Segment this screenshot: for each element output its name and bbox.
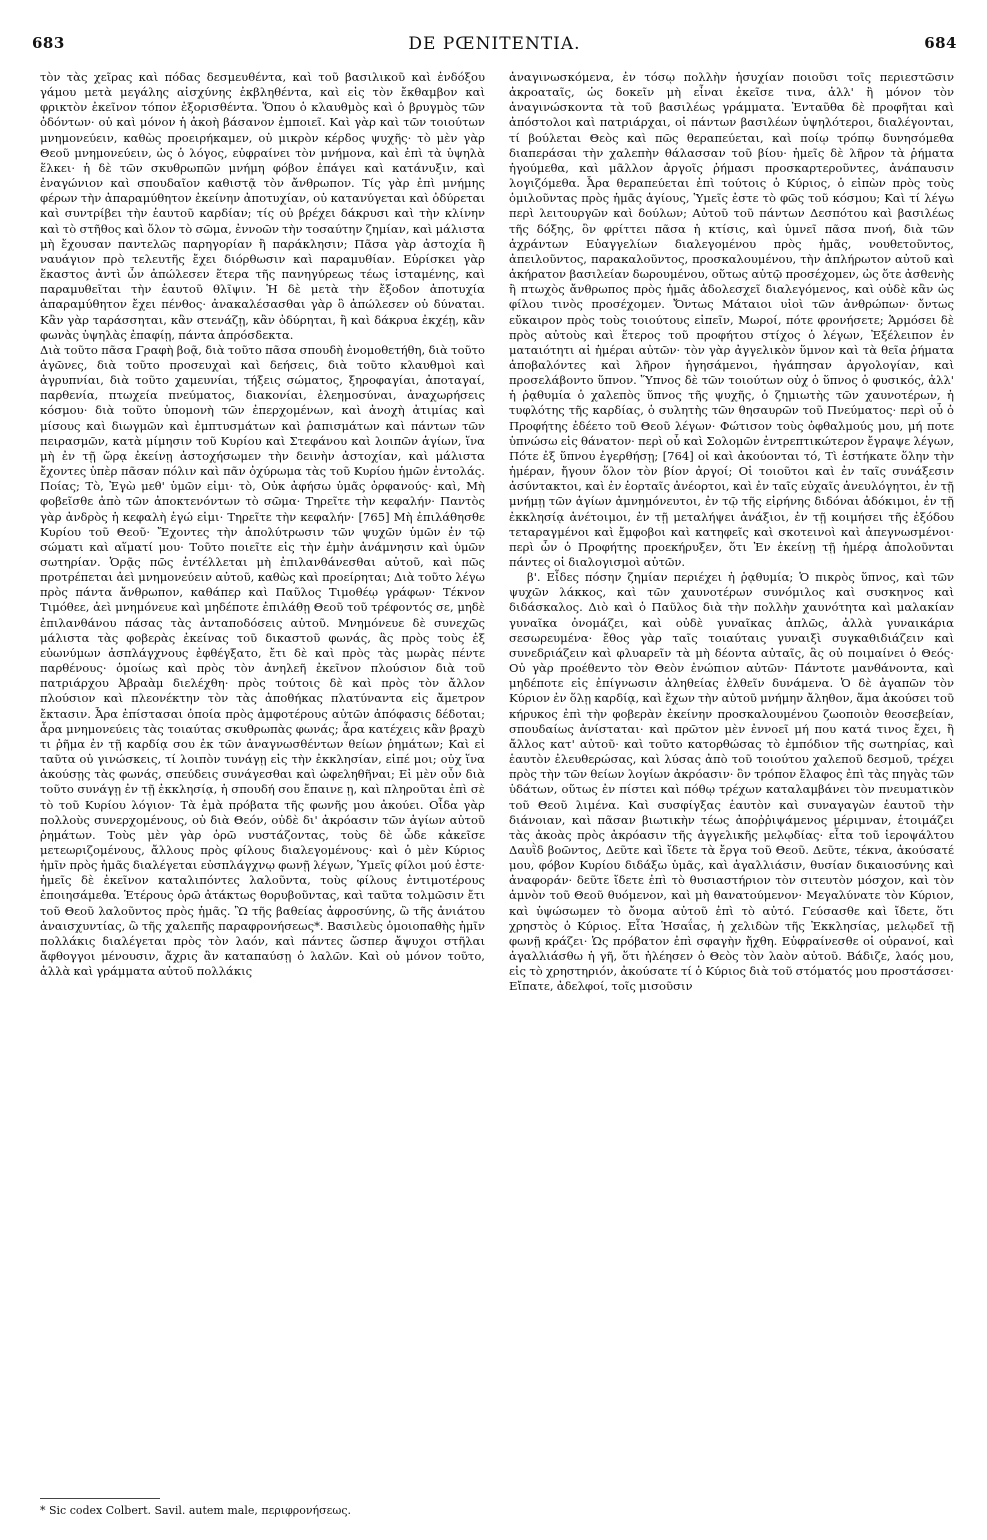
left-paragraph-1: τὸν τὰς χεῖρας καὶ πόδας δεσμευθέντα, καὶ τοῦ βασιλικοῦ καὶ ἐνδόξου γάμου μετὰ μεγάλης αἰσχύνης ἐκβληθέντα, καὶ εἰς τὸν ἔκθαμβον καὶ φρικτὸν ἐκεῖνον τόπον ἐξορισθέντα. Ὅπου ὁ κλαυθμὸς καὶ ὁ βρυγμὸς τῶν ὀδόντων· οὐ καὶ μόνον ἡ ἀκοὴ βάσανον ἐμποιεῖ. Καὶ γὰρ καὶ τῶν τοιούτων μνημονεύειν, καθὼς προειρήκαμεν, οὐ μικρὸν κέρδος ψυχῆς· τὸ μὲν γὰρ Θεοῦ μνημονεύειν, ὡς ὁ λόγος, εὐφραίνει τὸν μνήμονα, καὶ ἐπὶ τὰ ὑψηλὰ ἕλκει· ἡ δὲ τῶν σκυθρωπῶν μνήμη φόβον ἐπάγει καὶ κατάνυξιν, καὶ ἐναγώνιον καὶ σπουδαῖον καθιστᾷ τὸν ἄνθρωπον. Τίς γὰρ ἐπὶ μνήμης φέρων τὴν ἀπαραμύθητον ἐκείνην ἀποτυχίαν, οὐ κατανύγεται καὶ ὀδύρεται καὶ συντρίβει τὴν ἑαυτοῦ καρδίαν; τίς οὐ βρέχει δάκρυσι καὶ τὴν κλίνην καὶ τὸ στῆθος καὶ ὅλον τὸ σῶμα, ἐννοῶν τὴν τοσαύτην ζημίαν, καὶ μάλιστα μὴ ἔχουσαν παντελῶς παρηγορίαν ἢ παράκλησιν; Πᾶσα γὰρ ἀστοχία ἢ ναυάγιον πρὸ τελευτῆς ἔχει διόρθωσιν καὶ παραμυθίαν. Εὑρίσκει γὰρ ἕκαστος ἀντὶ ὧν ἀπώλεσεν ἕτερα τῆς πανηγύρεως τέως ἱσταμένης, καὶ παραμυθεῖται τὴν ἑαυτοῦ θλῖψιν. Ἡ δὲ μετὰ τὴν ἔξοδον ἀποτυχία ἀπαραμύθητον ἔχει πένθος· ἀνακαλέσασθαι γὰρ ὃ ἀπώλεσεν οὐ δύναται. Κἂν γὰρ ταράσσηται, κἂν στενάζῃ, κἂν ὀδύρηται, ἢ καὶ δάκρυα ἐκχέῃ, κἂν φωνὰς ὑψηλὰς ἐπαφίῃ, πάντα ἀπρόσδεκτα. — [40, 70, 485, 342]
right-paragraph-1: ἀναγινωσκόμενα, ἐν τόσῳ πολλὴν ἡσυχίαν ποιοῦσι τοῖς περιεστῶσιν ἀκροαταῖς, ὡς δοκεῖν μὴ εἶναι ἐκεῖσε τινα, ἀλλ' ἢ μόνον τὸν ἀναγινώσκοντα τὰ τοῦ βασιλέως γράμματα. Ἐνταῦθα δὲ προφῆται καὶ ἀπόστολοι καὶ πατριάρχαι, οἱ πάντων βασιλέων ὑψηλότεροι, διαλέγονται, τί βούλεται Θεὸς καὶ πῶς θεραπεύεται, καὶ ποίῳ τρόπῳ δυνησόμεθα διαπεράσαι τὴν χαλεπὴν θάλασσαν τοῦ βίου· ἡμεῖς δὲ λῆρον τὰ ῥήματα ἡγούμεθα, καὶ μᾶλλον ἀργοῖς ῥήμασι προσκαρτεροῦντες, ἀνάπαυσιν λογιζόμεθα. Ἆρα θεραπεύεται ἐπὶ τούτοις ὁ Κύριος, ὁ εἰπὼν πρὸς τοὺς ὁμιλοῦντας πρὸς ἡμᾶς ἁγίους, Ὑμεῖς ἐστε τὸ φῶς τοῦ κόσμου; Καὶ τί λέγω περὶ λειτουργῶν καὶ δούλων; Αὐτοῦ τοῦ πάντων Δεσπότου καὶ βασιλέως τῆς δόξης, ὃν φρίττει πᾶσα ἡ κτίσις, καὶ ὑμνεῖ πᾶσα πνοή, διὰ τῶν ἀχράντων Εὐαγγελίων διαλεγομένου πρὸς ἡμᾶς, νουθετοῦντος, ἀπειλοῦντος, παρακαλοῦντος, προσκαλουμένου, τὴν ἀπλήρωτον αὐτοῦ καὶ ἀκήρατον βασιλείαν δωρουμένου, οὕτως αὐτῷ προσέχομεν, ὡς ὅτε ἀσθενὴς ἢ πτωχὸς ἄνθρωπος πρὸς ἡμᾶς ἀδολεσχεῖ διαλεγόμενος, καὶ οὐδὲ κἂν ὡς φίλου τινὸς προσέχομεν. Ὄντως Μάταιοι υἱοὶ τῶν ἀνθρώπων· ὄντως εὔκαιρον πρὸς τοὺς τοιούτους εἰπεῖν, Μωροί, πότε φρονήσετε; Ἁρμόσει δὲ πρὸς αὐτοὺς καὶ ἕτερος τοῦ προφήτου στίχος ὁ λέγων, Ἐξέλειπον ἐν ματαιότητι αἱ ἡμέραι αὐτῶν· τὸν γὰρ ἀγγελικὸν ὕμνον καὶ τὰ θεῖα ῥήματα ἀποβαλόντες καὶ λῆρον ἡγησάμενοι, ἠγάπησαν ἀργολογίαν, καὶ προσελάβοντο ὕπνον. Ὕπνος δὲ τῶν τοιούτων οὐχ ὁ ὕπνος ὁ φυσικός, ἀλλ' ἡ ῥᾳθυμία ὁ χαλεπὸς ὕπνος τῆς ψυχῆς, ὁ ζημιωτὴς τῶν χαυνοτέρων, ἡ τυφλότης τῆς καρδίας, ὁ συλητὴς τῶν θησαυρῶν τοῦ Πνεύματος· περὶ οὗ ὁ Προφήτης ἐδέετο τοῦ Θεοῦ λέγων· Φώτισον τοὺς ὀφθαλμούς μου, μή ποτε ὑπνώσω εἰς θάνατον· περὶ οὗ καὶ Σολομῶν ἐντρεπτικώτερον ἔγραψε λέγων, Πότε ἐξ ὕπνου ἐγερθήσῃ; [764] οἱ καὶ ἀκούονται τό, Τὶ ἑστήκατε ὅλην τὴν ἡμέραν, ἤγουν ὅλον τὸν βίον ἀργοί; Οἱ τοιοῦτοι καὶ ἐν ταῖς συνάξεσιν ἀσύντακτοι, καὶ ἐν ἑορταῖς ἀνέορτοι, καὶ ἐν ταῖς εὐχαῖς ἀνευλόγητοι, ἐν τῇ μνήμῃ τῶν ἁγίων ἀμνημόνευτοι, ἐν τῷ τῆς εἰρήνης διδόναι ἀδόκιμοι, ἐν τῇ ἐκκλησίᾳ ἀνέτοιμοι, ἐν τῇ μεταλήψει ἀνάξιοι, ἐν τῇ κοιμήσει τῆς ἐξόδου τεταραγμένοι καὶ ἔμφοβοι καὶ κατηφεῖς καὶ σκοτεινοὶ καὶ ἀπεγνωσμένοι· περὶ ὧν ὁ Προφήτης προεκήρυξεν, ὅτι Ἐν ἐκείνῃ τῇ ἡμέρᾳ ἀπολοῦνται πάντες οἱ διαλογισμοὶ αὐτῶν. — [509, 70, 954, 569]
page-header — [32, 34, 957, 56]
page-number-left: 683 — [32, 34, 65, 52]
right-paragraph-2: β'. Εἶδες πόσην ζημίαν περιέχει ἡ ῥᾳθυμία; Ὁ πικρὸς ὕπνος, καὶ τῶν ψυχῶν λάκκος, καὶ τῶν χαυνοτέρων συνόμιλος καὶ συσκηνος καὶ διδάσκαλος. Διὸ καὶ ὁ Παῦλος διὰ τὴν πολλὴν χαυνότητα καὶ μαλακίαν γυναῖκα ὀνομάζει, καὶ οὐδὲ γυναῖκας ἁπλῶς, ἀλλὰ γυναικάρια σεσωρευμένα· ἔθος γὰρ ταῖς τοιαύταις γυναιξὶ συγκαθιδιάζειν καὶ συνεδριάζειν καὶ φλυαρεῖν τὰ μὴ δέοντα αὐταῖς, ἃς οὐ ποιμαίνει ὁ Θεός· Οὐ γὰρ προέθεντο τὸν Θεὸν ἐνώπιον αὐτῶν· Πάντοτε μανθάνοντα, καὶ μηδέποτε εἰς ἐπίγνωσιν ἀληθείας ἐλθεῖν δυνάμενα. Ὁ δὲ ἀγαπῶν τὸν Κύριον ἐν ὅλῃ καρδίᾳ, καὶ ἔχων τὴν αὐτοῦ μνήμην ἄληθον, ἅμα ἀκούσει τοῦ κήρυκος ἐπὶ τὴν φοβερὰν ἐκείνην προσκαλουμένου ζωοποιὸν θεοσεβείαν, σπουδαίως ἀνίσταται· καὶ πρῶτον μὲν ἐννοεῖ μή που κατά τινος ἔχει, ἢ ἄλλος κατ' αὐτοῦ· καὶ τοῦτο κατορθώσας τὸ ἐμπόδιον τῆς σωτηρίας, καὶ ἑαυτὸν ἐλευθερώσας, καὶ λύσας ἀπὸ τοῦ τοιούτου χαλεποῦ δεσμοῦ, τρέχει πρὸς τὴν τῶν θείων λογίων ἀκρόασιν· ὃν τρόπον ἔλαφος ἐπὶ τὰς πηγὰς τῶν ὑδάτων, οὕτως ἐν πίστει καὶ πόθῳ τρέχων καταλαμβάνει τὸν πνευματικὸν τοῦ Θεοῦ λιμένα. Καὶ συσφίγξας ἑαυτὸν καὶ συναγαγὼν ἑαυτοῦ τὴν διάνοιαν, καὶ πᾶσαν βιωτικὴν τέως ἀποῤῥιψάμενος μέριμναν, ἑτοιμάζει τὰς ἀκοὰς πρὸς ἀκρόασιν τῆς ἀγγελικῆς μελῳδίας· εἶτα τοῦ ἱεροψάλτου Δαυῒδ βοῶντος, Δεῦτε καὶ ἴδετε τὰ ἔργα τοῦ Θεοῦ. Δεῦτε, τέκνα, ἀκούσατέ μου, φόβον Κυρίου διδάξω ὑμᾶς, καὶ ἀγαλλιάσιν, θυσίαν δικαιοσύνης καὶ ἀναφοράν· δεῦτε ἴδετε ἐπὶ τὸ θυσιαστήριον τὸν σιτευτὸν μόσχον, καὶ τὸν ἀμνὸν τοῦ Θεοῦ θυόμενον, καὶ μὴ θανατούμενον· Μεγαλύνατε τὸν Κύριον, καὶ ὑψώσωμεν τὸ ὄνομα αὐτοῦ ἐπὶ τὸ αὐτό. Γεύσασθε καὶ ἴδετε, ὅτι χρηστὸς ὁ Κύριος. Εἶτα Ἡσαΐας, ἡ χελιδὼν τῆς Ἐκκλησίας, μελῳδεῖ τῇ φωνῇ κράζει· Ὡς πρόβατον ἐπὶ σφαγὴν ἤχθη. Εὐφραίνεσθε οἱ οὐρανοί, καὶ ἀγαλλιάσθω ἡ γῆ, ὅτι ἠλέησεν ὁ Θεὸς τὸν λαὸν αὐτοῦ. Βάδιζε, λαός μου, εἰς τὸ χρηστηριόν, ἀκούσατε τί ὁ Κύριος διὰ τοῦ στόματός μου προστάσσει· Εἴπατε, ἀδελφοί, τοῖς μισοῦσιν — [509, 570, 954, 994]
footnote-rule — [40, 1498, 160, 1499]
right-column — [509, 70, 954, 1526]
left-paragraph-2: Διὰ τοῦτο πᾶσα Γραφὴ βοᾷ, διὰ τοῦτο πᾶσα σπουδὴ ἐνομοθετήθη, διὰ τοῦτο ἀγῶνες, διὰ τοῦτο προσευχαὶ καὶ δεήσεις, διὰ τοῦτο κλαυθμοὶ καὶ ἀγρυπνίαι, διὰ τοῦτο χαμευνίαι, τήξεις σώματος, ξηροφαγίαι, ἀποταγαί, παρθενία, πτωχεία πνεύματος, διακονίαι, ἐλεημοσύναι, ἀναχωρήσεις κόσμου· διὰ τοῦτο ὑπομονὴ τῶν ἐπερχομένων, καὶ ἀνοχὴ ἀτιμίας καὶ μίσους καὶ διωγμῶν καὶ ἐμπτυσμάτων καὶ ῥαπισμάτων καὶ πάντων τῶν πειρασμῶν, κατὰ μίμησιν τοῦ Κυρίου καὶ Στεφάνου καὶ λοιπῶν ἁγίων, ἵνα μὴ ἐν τῇ ὥρᾳ ἐκείνῃ ἀστοχήσωμεν τὴν δεινὴν ἀστοχίαν, καὶ μάλιστα ἔχοντες ὑπὲρ πᾶσαν πόλιν καὶ πᾶν ὀχύρωμα τὰς τοῦ Κυρίου ἡμῶν ἐντολάς. Ποίας; Τὸ, Ἐγὼ μεθ' ὑμῶν εἰμι· τὸ, Οὐκ ἀφήσω ὑμᾶς ὀρφανούς· καὶ, Μὴ φοβεῖσθε ἀπὸ τῶν ἀποκτενόντων τὸ σῶμα· Τηρεῖτε τὴν κεφαλήν· Παντὸς γὰρ ἀνδρὸς ἡ κεφαλὴ ἐγώ εἰμι· Τηρεῖτε τὴν κεφαλήν· [765] Μὴ ἐπιλάθησθε Κυρίου τοῦ Θεοῦ· Ἔχοντες τὴν ἀπολύτρωσιν τῶν ψυχῶν ὑμῶν ἐν τῷ σώματι καὶ αἵματί μου· Τοῦτο ποιεῖτε εἰς τὴν ἐμὴν ἀνάμνησιν καὶ ὑμῶν σωτηρίαν. Ὁρᾷς πῶς ἐντέλλεται μὴ ἐπιλανθάνεσθαι αὐτοῦ, καὶ πῶς προτρέπεται ἀεὶ μνημονεύειν αὐτοῦ, καθὼς καὶ προείρηται; Διὰ τοῦτο λέγω πρὸς πάντα ἄνθρωπον, καθάπερ καὶ Παῦλος Τιμοθέῳ γράφων· Τέκνον Τιμόθεε, ἀεὶ μνημόνευε καὶ μηδέποτε ἐπιλάθῃ Θεοῦ τοῦ τρέφοντός σε, μηδὲ ἐπιλανθάνου πάσας τὰς ἀνταποδόσεις αὐτοῦ. Μνημόνευε δὲ συνεχῶς μάλιστα τὰς φοβερὰς ἐκείνας τοῦ δικαστοῦ φωνάς, ἃς πρὸς τοὺς ἐξ εὐωνύμων ἀσπλάγχνους ἐφθέγξατο, ἔτι δὲ καὶ πρὸς τὰς μωρὰς πέντε παρθένους· ὁμοίως καὶ πρὸς τὸν ἀνηλεῆ ἐκεῖνον πλούσιον διὰ τοῦ πατριάρχου Ἀβραὰμ διελέχθη· πρὸς τούτοις δὲ καὶ πρὸς τὸν ἄλλον πλούσιον καὶ πλεονέκτην τὸν τὰς ἀποθήκας πλατύναντα εἰς ἄμετρον ἔκτασιν. Ἆρα ἐπίστασαι ὁποία πρὸς ἀμφοτέρους αὐτῶν ἀπόφασις δέδοται; ἆρα μνημονεύεις τὰς τοιαύτας σκυθρωπὰς φωνάς; ἆρα κατέχεις κἂν βραχὺ τι ῥῆμα ἐν τῇ καρδίᾳ σου ἐκ τῶν ἀναγνωσθέντων θείων ῥημάτων; Καὶ εἰ ταῦτα οὐ γινώσκεις, τί λοιπὸν τυνάγῃ εἰς τὴν ἐκκλησίαν, εἰπέ μοι; οὐχ ἵνα ἀκούσῃς τὰς φωνάς, σπεύδεις συνάγεσθαι καὶ ὠφεληθῆναι; Εἰ μὲν οὖν διὰ τοῦτο συνάγῃ ἐν τῇ ἐκκλησίᾳ, ἡ σπουδή σου ἔπαινε ῃ, καὶ πληροῦται ἐπὶ σὲ τὸ τοῦ Κυρίου λόγιον· Τὰ ἐμὰ πρόβατα τῆς φωνῆς μου ἀκούει. Οἶδα γὰρ πολλοὺς συνερχομένους, οὐ διὰ Θεόν, οὐδὲ δι' ἀκρόασιν τῶν ἁγίων αὐτοῦ ῥημάτων. Τοὺς μὲν γὰρ ὁρῶ νυστάζοντας, τοὺς δὲ ὧδε κἀκεῖσε μετεωριζομένους, ἄλλους πρὸς φίλους διαλεγομένους· καὶ ὁ μὲν Κύριος ἡμῖν πρὸς ἡμᾶς διαλέγεται εὐσπλάγχνῳ φωνῇ λέγων, Ὑμεῖς φίλοι μού ἐστε· ἡμεῖς δὲ ἐκεῖνον καταλιπόντες λαλοῦντα, τοὺς φίλους ἐντιμοτέρους ἐποιησάμεθα. Ἑτέρους ὁρῶ ἀτάκτως θορυβοῦντας, καὶ ταῦτα τολμῶσιν ἔτι τοῦ Θεοῦ λαλοῦντος πρὸς ἡμᾶς. Ὢ τῆς βαθείας ἀφροσύνης, ὢ τῆς ἀνιάτου ἀναισχυντίας, ὢ τῆς χαλεπῆς παραφρονήσεως*. Βασιλεὺς ὁμοιοπαθὴς ἡμῖν πολλάκις διαλέγεται πρὸς τὸν λαόν, καὶ πάντες ὥσπερ ἄψυχοι στῆλαι ἄφθογγοι μένουσιν, ἄχρις ἂν καταπαύσῃ ὁ λαλῶν. Καὶ οὐ μόνον τοῦτο, ἀλλὰ καὶ γράμματα αὐτοῦ πολλάκις — [40, 342, 485, 979]
left-column — [40, 70, 485, 1496]
footnote: * Sic codex Colbert. Savil. autem male, περιφρονήσεως. — [40, 1504, 351, 1517]
running-title: DE PŒNITENTIA. — [408, 34, 581, 54]
page-number-right: 684 — [924, 34, 957, 52]
